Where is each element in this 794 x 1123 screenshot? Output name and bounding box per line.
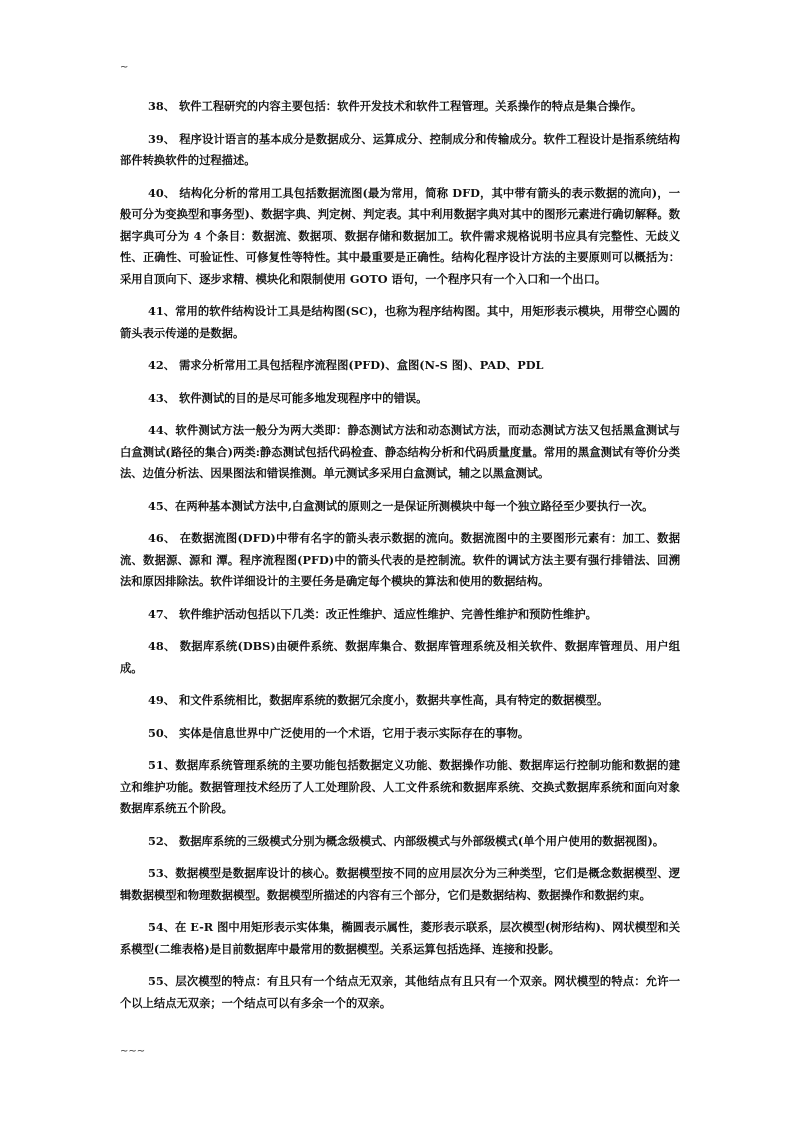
paragraph-46: 46、 在数据流图(DFD)中带有名字的箭头表示数据的流向。数据流图中的主要图形元素有：加工、数据流、数据源、源和 潭。程序流程图(PFD)中的箭头代表的是控制流。软件的调试方法主要有强行排错法、回溯法和原因排除法。软件详细设计的主要任务是确定每个模块的算法和使用的数据结构。 [120, 531, 680, 588]
paragraph-49: 49、 和文件系统相比，数据库系统的数据冗余度小，数据共享性高，具有特定的数据模型。 [148, 693, 609, 707]
paragraph-51: 51、数据库系统管理系统的主要功能包括数据定义功能、数据操作功能、数据库运行控制功能和数据的建立和维护功能。数据管理技术经历了人工处理阶段、人工文件系统和数据库系统、交换式数据库系统和面向对象数据库系统五个阶段。 [120, 758, 680, 815]
paragraph-45: 45、在两种基本测试方法中,白盒测试的原则之一是保证所测模块中每一个独立路径至少要执行一次。 [148, 498, 654, 513]
bottom-margin-mark: ~~~ [120, 1046, 146, 1057]
paragraph-42: 42、 需求分析常用工具包括程序流程图(PFD)、盒图(N-S 图)、PAD、PDL [148, 358, 544, 372]
paragraph-53: 53、数据模型是数据库设计的核心。数据模型按不同的应用层次分为三种类型，它们是概念数据模型、逻辑数据模型和物理数据模型。数据模型所描述的内容有三个部分，它们是数据结构、数据操作和数据约束。 [120, 866, 680, 902]
paragraph-54: 54、在 E-R 图中用矩形表示实体集，椭圆表示属性，菱形表示联系，层次模型(树形结构)、网状模型和关系模型(二维表格)是目前数据库中最常用的数据模型。关系运算包括选择、连接和投影。 [120, 920, 680, 956]
paragraph-52: 52、 数据库系统的三级模式分别为概念级模式、内部级模式与外部级模式(单个用户使用的数据视图)。 [148, 833, 665, 848]
paragraph-41: 41、常用的软件结构设计工具是结构图(SC)，也称为程序结构图。其中，用矩形表示模块，用带空心圆的箭头表示传递的是数据。 [120, 304, 680, 340]
paragraph-50: 50、 实体是信息世界中广泛使用的一个术语，它用于表示实际存在的事物。 [148, 725, 530, 740]
document-body [120, 96, 680, 1025]
paragraph-38: 38、 软件工程研究的内容主要包括：软件开发技术和软件工程管理。关系操作的特点是集合操作。 [148, 99, 643, 113]
paragraph-39: 39、 程序设计语言的基本成分是数据成分、运算成分、控制成分和传输成分。软件工程设计是指系统结构部件转换软件的过程描述。 [120, 131, 680, 167]
top-margin-mark: ~ [120, 62, 129, 73]
paragraph-44: 44、软件测试方法一般分为两大类即：静态测试方法和动态测试方法，而动态测试方法又包括黑盒测试与白盒测试(路径的集合)两类:静态测试包括代码检查、静态结构分析和代码质量度量。常用的黑盒测试有等价分类法、边值分析法、因果图法和错误推测。单元测试多采用白盒测试，辅之以黑盒测试。 [120, 423, 680, 480]
paragraph-43: 43、 软件测试的目的是尽可能多地发现程序中的错误。 [148, 390, 428, 405]
paragraph-55: 55、层次模型的特点：有且只有一个结点无双亲，其他结点有且只有一个双亲。网状模型的特点：允许一个以上结点无双亲；一个结点可以有多余一个的双亲。 [120, 974, 680, 1010]
paragraph-40: 40、 结构化分析的常用工具包括数据流图(最为常用，简称 DFD，其中带有箭头的表示数据的流向)，一般可分为变换型和事务型)、数据字典、判定树、判定表。其中利用数据字典对其中的图形元素进行确切解释。数据字典可分为 4 个条目：数据流、数据项、数据存储和数据加工。软件需求规格说明书应具有完整性、无歧义性、正确性、可验证性、可修复性等特性。其中最重要是正确性。结构化程序设计方法的主要原则可以概括为：采用自顶向下、逐步求精、模块化和限制使用 GOTO 语句，一个程序只有一个入口和一个出口。 [120, 185, 680, 286]
paragraph-48: 48、 数据库系统(DBS)由硬件系统、数据库集合、数据库管理系统及相关软件、数据库管理员、用户组成。 [120, 639, 680, 675]
paragraph-47: 47、 软件维护活动包括以下几类：改正性维护、适应性维护、完善性维护和预防性维护。 [148, 606, 597, 621]
